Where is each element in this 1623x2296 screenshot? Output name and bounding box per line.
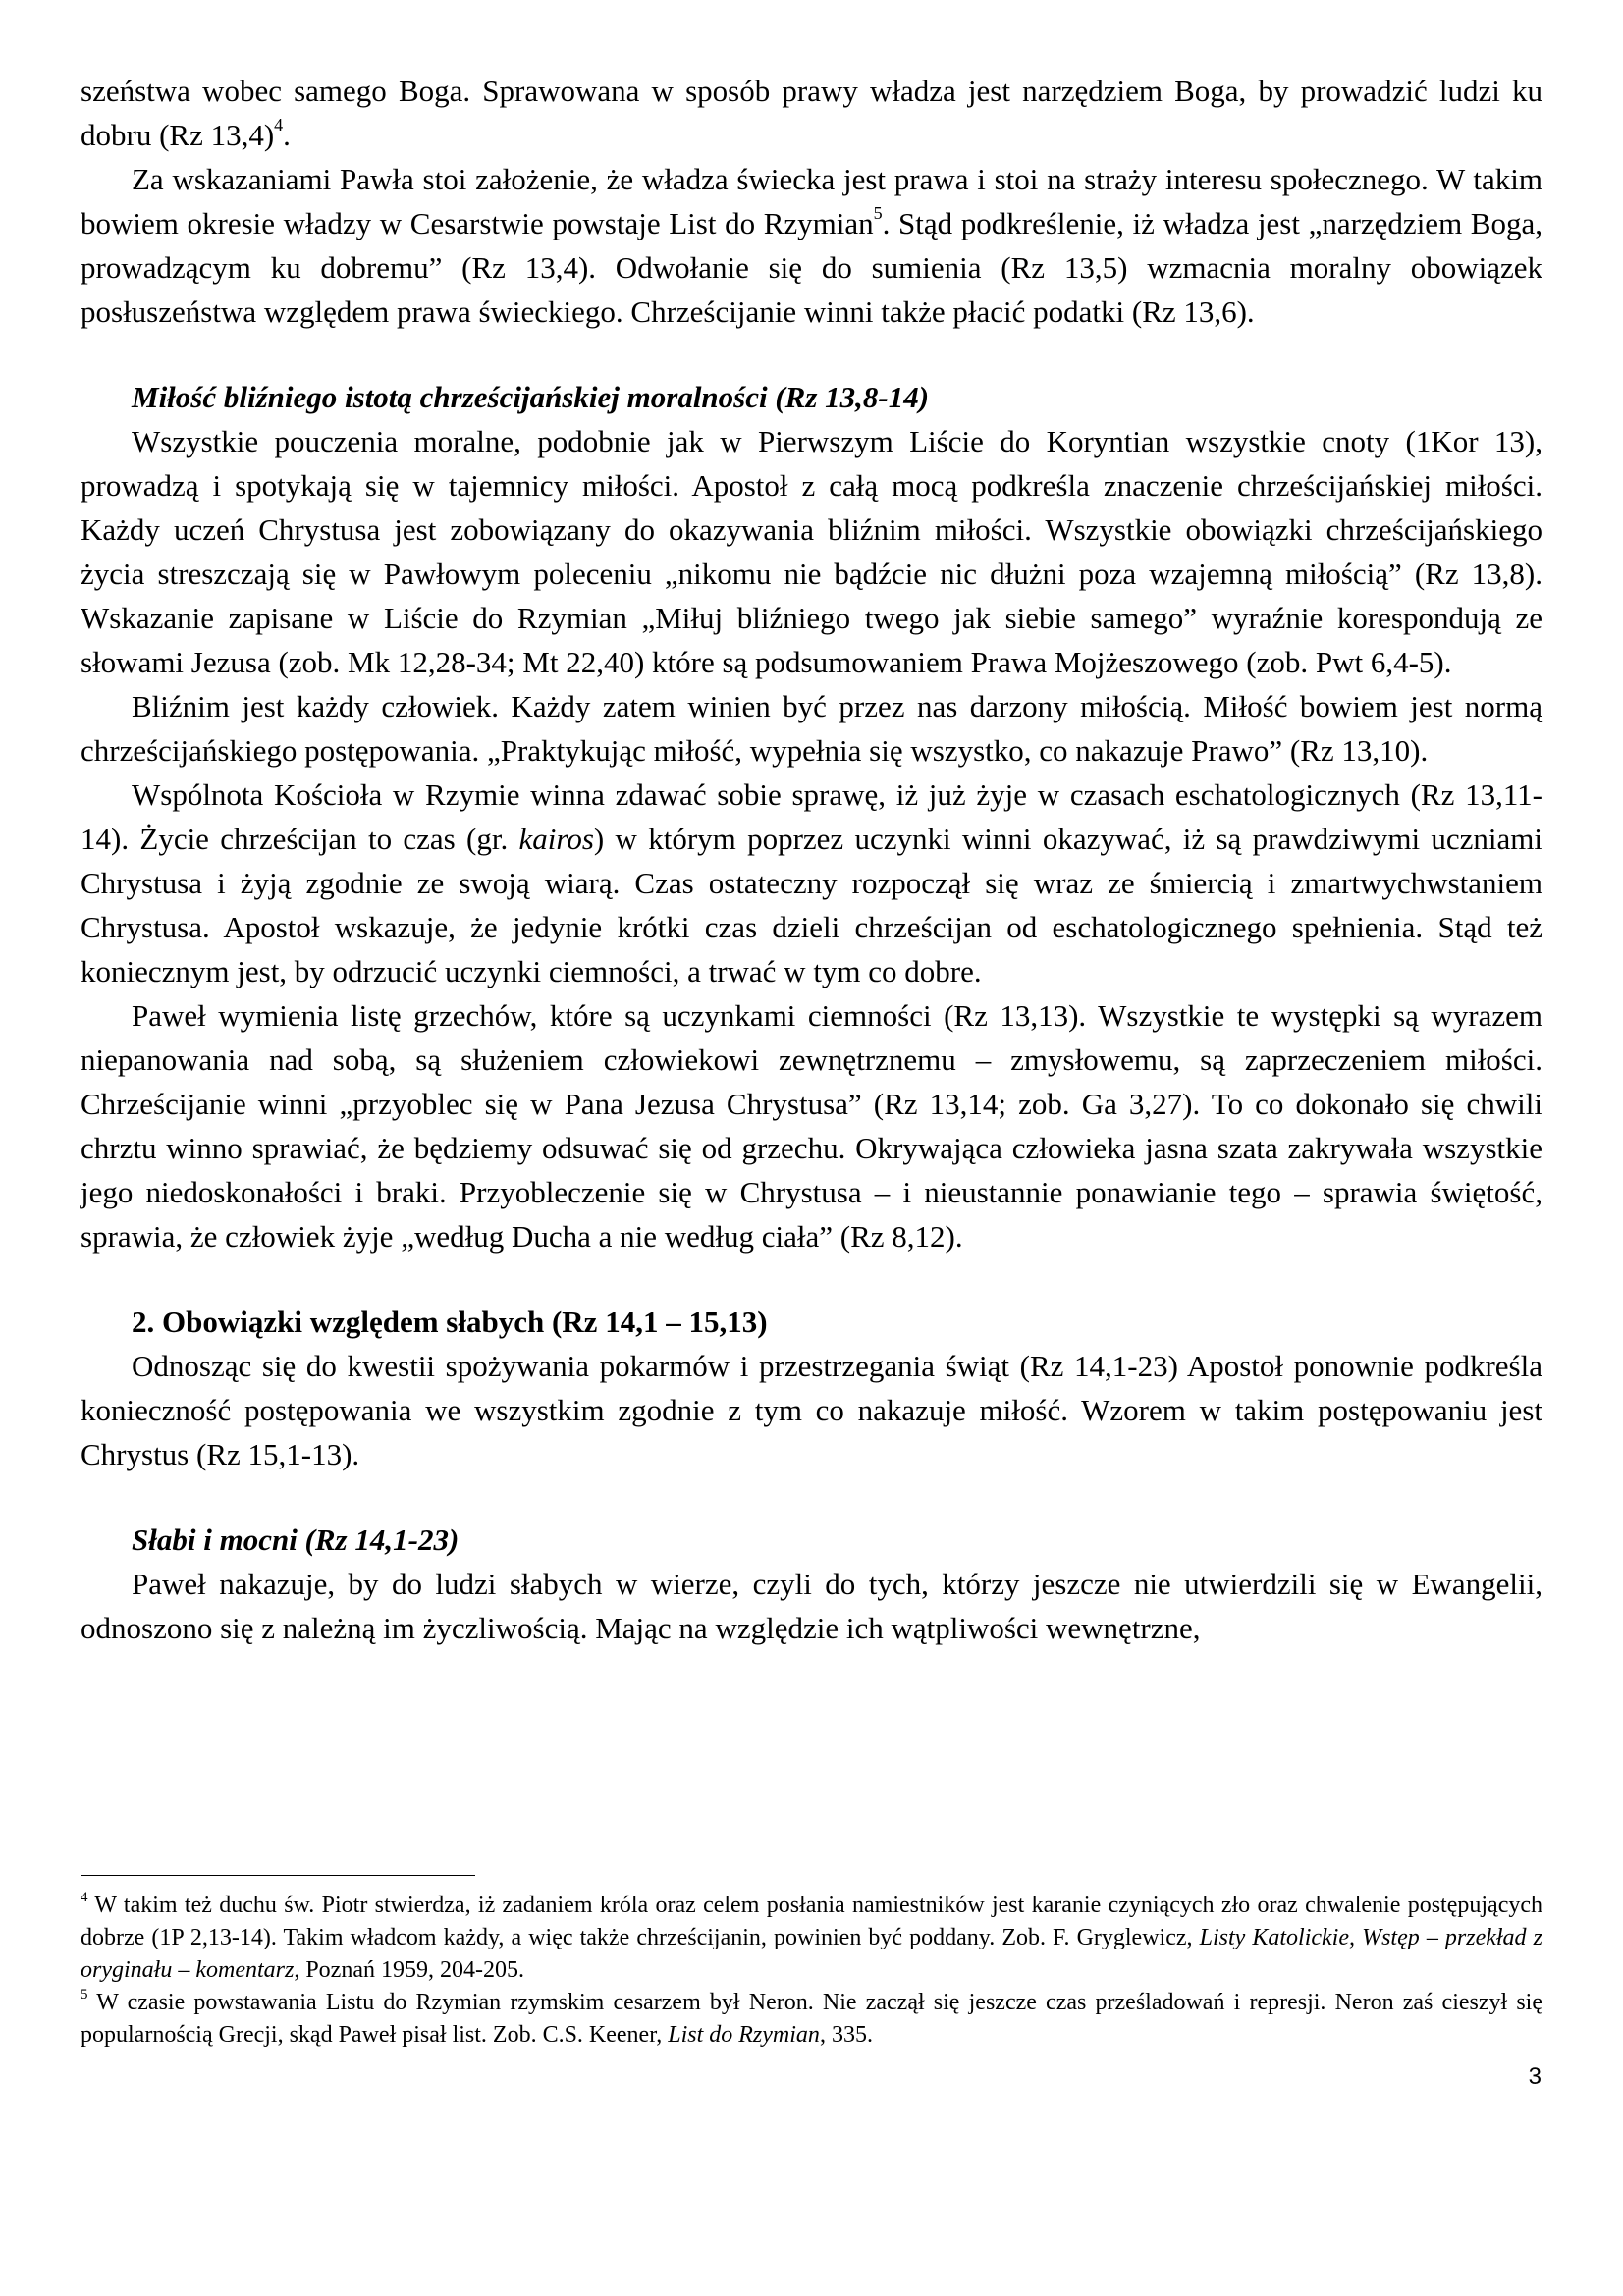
footnote-number: 4 [81, 1890, 88, 1905]
paragraph-text: . [283, 118, 291, 152]
paragraph [81, 773, 1542, 993]
paragraph-text: Wspólnota Kościoła w Rzymie winna zdawać sobie sprawę, iż już żyje w czasach eschatologicznych (Rz 13,11-14). Życie chrześcijan to czas (gr. [81, 777, 1542, 856]
paragraph: Wszystkie pouczenia moralne, podobnie jak w Pierwszym Liście do Koryntian wszystkie cnoty (1Kor 13), prowadzą i spotykają się w tajemnicy miłości. Apostoł z całą mocą podkreśla znaczenie chrześcijańskiej miłości. Każdy uczeń Chrystusa jest zobowiązany do okazywania bliźnim miłości. Wszystkie obowiązki chrześcijańskiego życia streszczają się w Pawłowym poleceniu „nikomu nie bądźcie nic dłużni poza wzajemną miłością” (Rz 13,8). Wskazanie zapisane w Liście do Rzymian „Miłuj bliźniego twego jak siebie samego” wyraźnie korespondują ze słowami Jezusa (zob. Mk 12,28-34; Mt 22,40) które są podsumowaniem Prawa Mojżeszowego (zob. Pwt 6,4-5). [81, 424, 1542, 679]
footnote-text: W czasie powstawania Listu do Rzymian rzymskim cesarzem był Neron. Nie zaczął się jeszcze czas prześladowań i represji. Neron zaś cieszył się popularnością Grecji, skąd Paweł pisał list. Zob. C.S. Keener, [81, 1990, 1542, 2048]
paragraph: Bliźnim jest każdy człowiek. Każdy zatem winien być przez nas darzony miłością. Miłość bowiem jest normą chrześcijańskiego postępowania. „Praktykując miłość, wypełnia się wszystko, co nakazuje Prawo” (Rz 13,10). [81, 689, 1542, 768]
paragraph-text: szeństwa wobec samego Boga. Sprawowana w sposób prawy władza jest narzędziem Boga, by prowadzić ludzi ku dobru (Rz 13,4) [81, 74, 1542, 152]
paragraph-text: ) w którym poprzez uczynki winni okazywać, iż są prawdziwymi uczniami Chrystusa i żyją zgodnie ze swoją wiarą. Czas ostateczny rozpoczął się wraz ze śmiercią i zmartwychwstaniem Chrystusa. Apostoł wskazuje, że jedynie krótki czas dzieli chrześcijan od eschatologicznego spełnienia. Stąd też koniecznym jest, by odrzucić uczynki ciemności, a trwać w tym co dobre. [81, 822, 1542, 988]
footnote-text: W takim też duchu św. Piotr stwierdza, iż zadaniem króla oraz celem posłania namiestników jest karanie czyniących zło oraz chwalenie postępujących dobrze (1P 2,13-14). Takim władcom każdy, a więc także chrześcijanin, powinien być poddany. Zob. F. Gryglewicz, [81, 1893, 1542, 1950]
section-heading: Miłość bliźniego istotą chrześcijańskiej moralności (Rz 13,8-14) [132, 380, 930, 414]
footnote-title: List do Rzymian [668, 2022, 820, 2048]
chapter-heading: 2. Obowiązki względem słabych (Rz 14,1 – 15,13) [132, 1305, 768, 1339]
footnote-divider [81, 1875, 475, 1876]
footnote-text: , 335. [819, 2022, 873, 2048]
page-number: 3 [1528, 2063, 1542, 2090]
paragraph: Paweł wymienia listę grzechów, które są uczynkami ciemności (Rz 13,13). Wszystkie te występki są wyrazem niepanowania nad sobą, są służeniem człowiekowi zewnętrznemu – zmysłowemu, są zaprzeczeniem miłości. Chrześcijanie winni „przyoblec się w Pana Jezusa Chrystusa” (Rz 13,14; zob. Ga 3,27). To co dokonało się chwili chrztu winno sprawiać, że będziemy odsuwać się od grzechu. Okrywająca człowieka jasna szata zakrywała wszystkie jego niedoskonałości i braki. Przyobleczenie się w Chrystusa – i nieustannie ponawianie tego – sprawia świętość, sprawia, że człowiek żyje „według Ducha a nie według ciała” (Rz 8,12). [81, 998, 1542, 1254]
footnote-text: , Poznań 1959, 204-205. [294, 1957, 524, 1983]
section-heading: Słabi i mocni (Rz 14,1-23) [132, 1522, 460, 1557]
main-text [81, 69, 1542, 1650]
footnotes [81, 1875, 1542, 2052]
footnote-number: 5 [81, 1987, 88, 2002]
paragraph [81, 69, 1542, 157]
paragraph-text: Za wskazaniami Pawła stoi założenie, że władza świecka jest prawa i stoi na straży interesu społecznego. W takim bowiem okresie władzy w Cesarstwie powstaje List do Rzymian [81, 162, 1542, 240]
italic-term: kairos [518, 822, 594, 856]
paragraph [81, 157, 1542, 334]
paragraph-text: . Stąd podkreślenie, iż władza jest „narzędziem Boga, prowadzącym ku dobremu” (Rz 13,4). Odwołanie się do sumienia (Rz 13,5) wzmacnia moralny obowiązek posłuszeństwa względem prawa świeckiego. Chrześcijanie winni także płacić podatki (Rz 13,6). [81, 206, 1542, 329]
paragraph: Paweł nakazuje, by do ludzi słabych w wierze, czyli do tych, którzy jeszcze nie utwierdzili się w Ewangelii, odnoszono się z należną im życzliwością. Mając na względzie ich wątpliwości wewnętrzne, [81, 1567, 1542, 1645]
footnote-ref[interactable]: 4 [274, 114, 284, 134]
paragraph: Odnosząc się do kwestii spożywania pokarmów i przestrzegania świąt (Rz 14,1-23) Apostoł ponownie podkreśla konieczność postępowania we wszystkim zgodnie z tym co nakazuje miłość. Wzorem w takim postępowaniu jest Chrystus (Rz 15,1-13). [81, 1349, 1542, 1471]
footnote-ref[interactable]: 5 [873, 202, 883, 223]
footnote-title: Listy Katolickie, Wstęp – przekład z oryginału – komentarz [81, 1925, 1542, 1983]
footnote [81, 1987, 1542, 2052]
footnote [81, 1890, 1542, 1987]
